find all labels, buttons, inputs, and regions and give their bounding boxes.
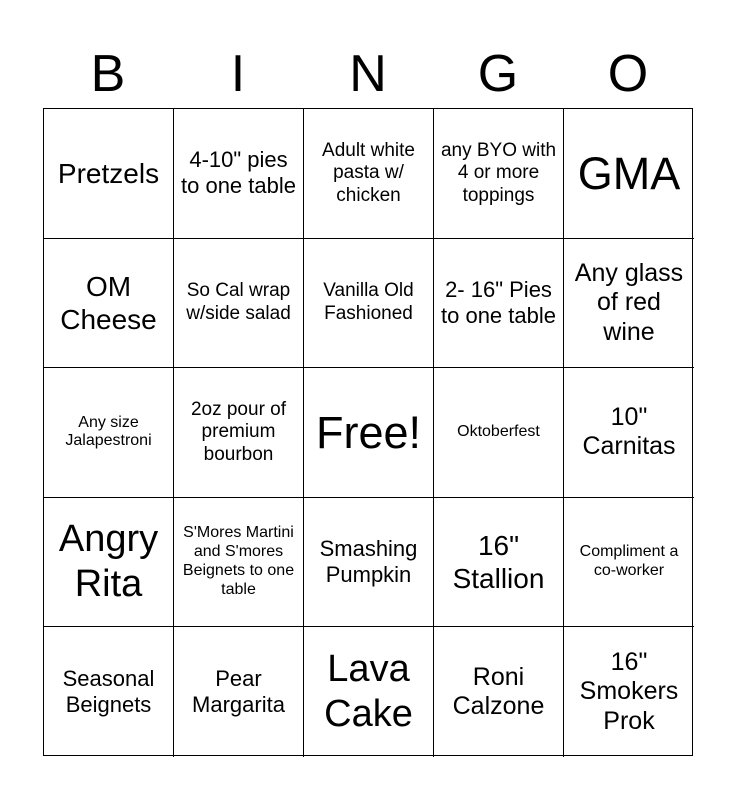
bingo-cell[interactable] [44,627,174,757]
header-letter-g: G [477,45,519,103]
cell-label: Angry Rita [58,518,159,606]
bingo-cell[interactable] [434,627,564,757]
bingo-cell[interactable] [564,627,694,757]
bingo-cell[interactable] [174,109,304,239]
bingo-cell[interactable] [564,109,694,239]
bingo-cell bingo-free-space[interactable] [304,368,434,498]
cell-label: S'Mores Martini and S'mores Beignets to one table [182,524,295,598]
bingo-cell[interactable] [174,498,304,628]
cell-label: Pretzels [57,157,160,189]
bingo-cell[interactable] [434,498,564,628]
cell-label: Roni Calzone [452,662,545,721]
cell-label: Vanilla Old Fashioned [323,280,414,324]
bingo-cell[interactable] [44,368,174,498]
header-letter-n: N [349,45,387,103]
bingo-cell[interactable] [174,627,304,757]
cell-label: Pear Margarita [192,666,285,718]
bingo-cell[interactable] [304,239,434,369]
cell-label: OM Cheese [60,270,157,335]
cell-label: 16" Stallion [452,530,545,595]
bingo-cell[interactable] [564,239,694,369]
bingo-cell[interactable] [434,109,564,239]
header-letter-o: O [607,45,649,103]
bingo-cell[interactable] [564,368,694,498]
bingo-cell[interactable] [304,498,434,628]
cell-label: Free! [315,406,422,458]
bingo-cell[interactable] [434,368,564,498]
bingo-cell[interactable] [564,498,694,628]
cell-label: GMA [577,147,681,199]
cell-label: Compliment a co-worker [579,543,679,580]
cell-label: 10" Carnitas [582,402,676,461]
bingo-card [43,108,693,756]
cell-label: Seasonal Beignets [62,666,155,718]
header-letter-b: B [90,45,126,103]
bingo-header [43,40,693,108]
cell-label: any BYO with 4 or more toppings [440,139,557,206]
cell-label: Smashing Pumpkin [319,536,418,588]
bingo-cell[interactable] [44,239,174,369]
bingo-cell[interactable] [304,109,434,239]
cell-label: Adult white pasta w/ chicken [322,139,415,206]
bingo-cell[interactable] [44,498,174,628]
header-letter-i: I [230,45,246,103]
cell-label: So Cal wrap w/side salad [186,280,291,324]
bingo-cell[interactable] [174,368,304,498]
cell-label: 2oz pour of premium bourbon [190,398,287,465]
cell-label: Oktoberfest [457,423,540,441]
cell-label: 2- 16" Pies to one table [441,276,556,328]
bingo-cell[interactable] [174,239,304,369]
cell-label: 4-10" pies to one table [181,147,296,199]
cell-label: 16" Smokers Prok [579,647,679,735]
bingo-cell[interactable] [304,627,434,757]
cell-label: Any size Jalapestroni [65,413,152,450]
cell-label: Lava Cake [324,648,413,736]
cell-label: Any glass of red wine [574,258,684,346]
bingo-cell[interactable] [44,109,174,239]
bingo-cell[interactable] [434,239,564,369]
